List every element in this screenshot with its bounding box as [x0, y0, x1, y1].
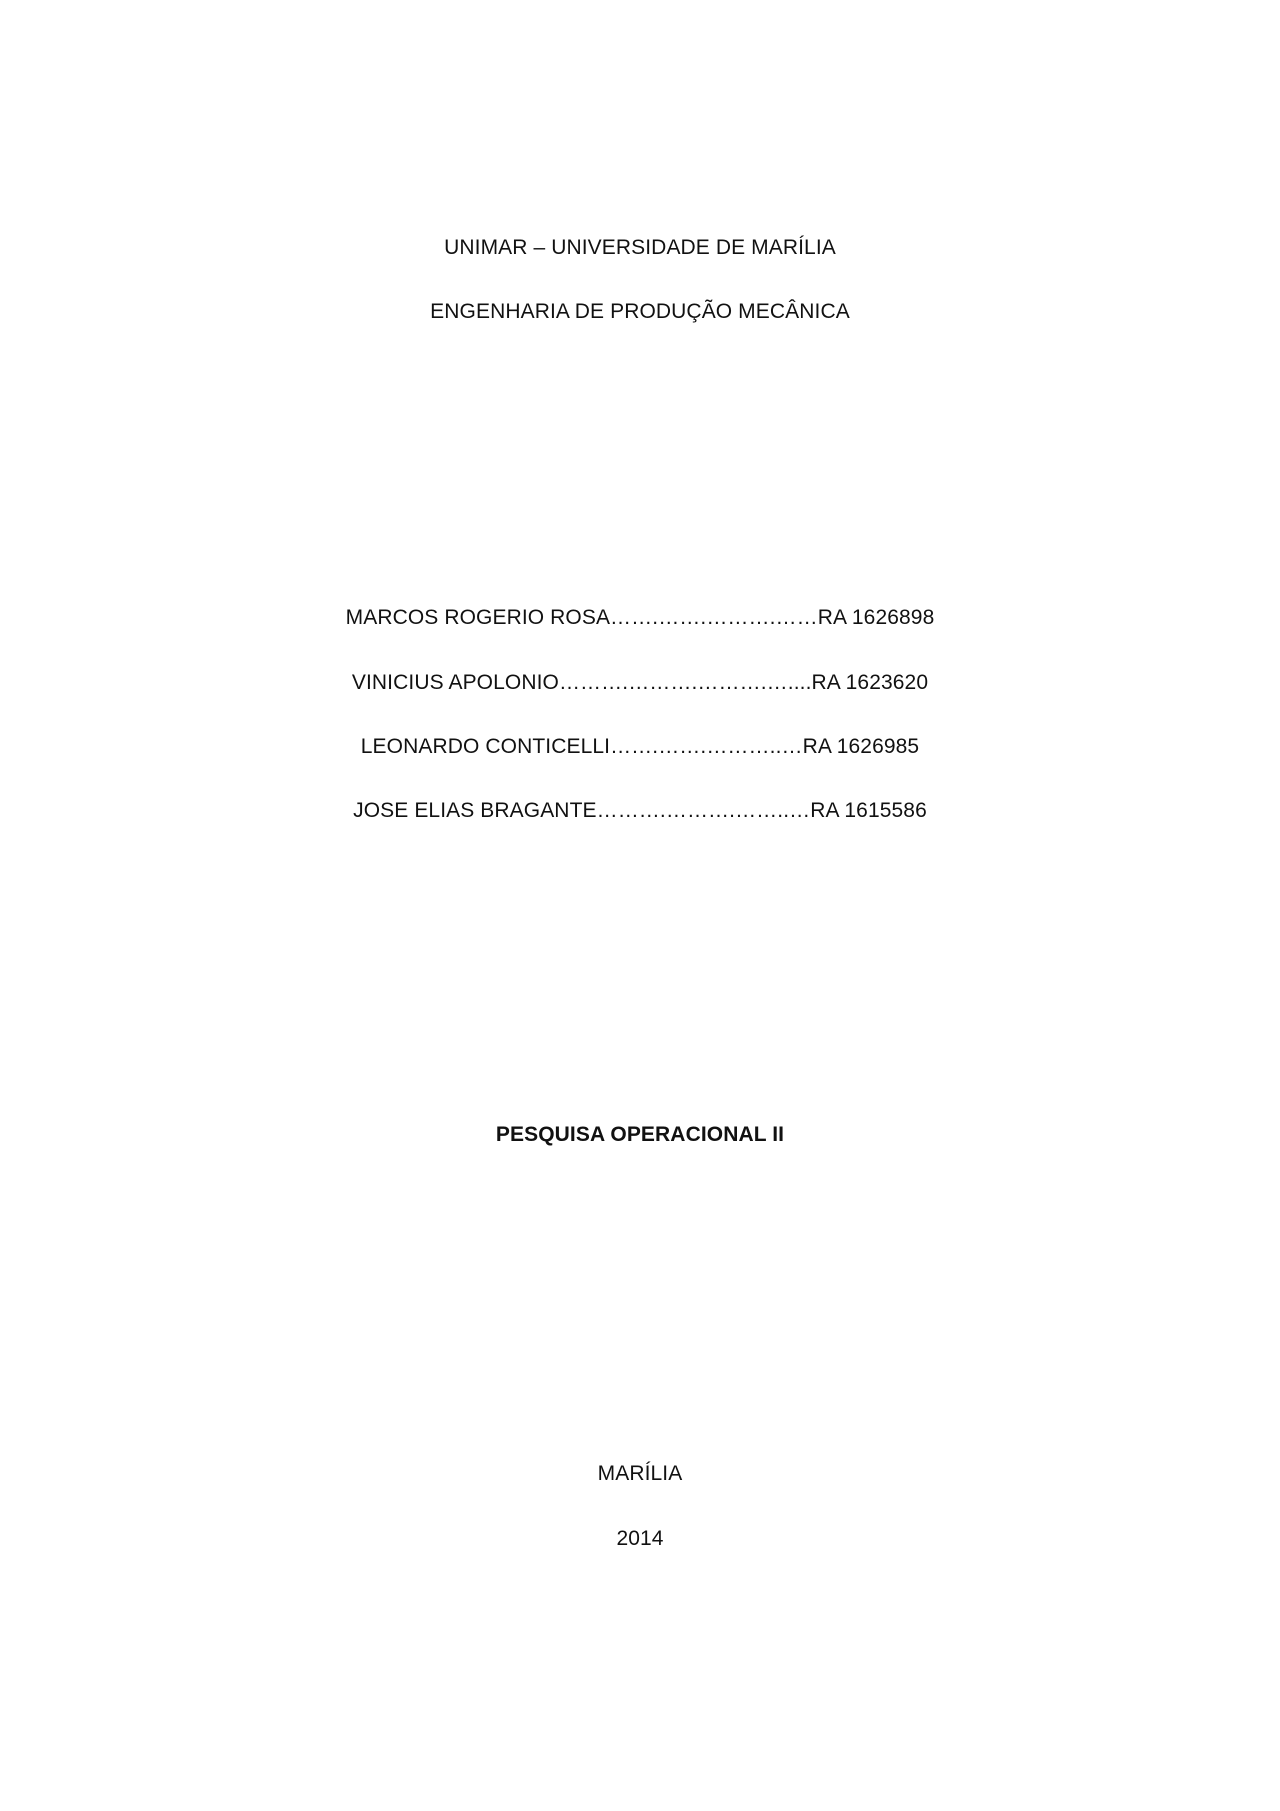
city-name: MARÍLIA	[597, 1462, 683, 1485]
student-entry: JOSE ELIAS BRAGANTE……….……….……..…RA 1615586	[353, 799, 927, 822]
student-entry: VINICIUS APOLONIO……….……….……….…....RA 1623620	[351, 671, 929, 694]
document-title: PESQUISA OPERACIONAL II	[495, 1123, 785, 1146]
year: 2014	[616, 1527, 664, 1550]
course-name: ENGENHARIA DE PRODUÇÃO MECÂNICA	[430, 300, 850, 323]
institution-name: UNIMAR – UNIVERSIDADE DE MARÍLIA	[444, 236, 836, 259]
student-entry: LEONARDO CONTICELLI…….…….………..…RA 1626985	[360, 735, 920, 758]
student-entry: MARCOS ROGERIO ROSA…….…….……….……RA 1626898	[345, 606, 935, 629]
